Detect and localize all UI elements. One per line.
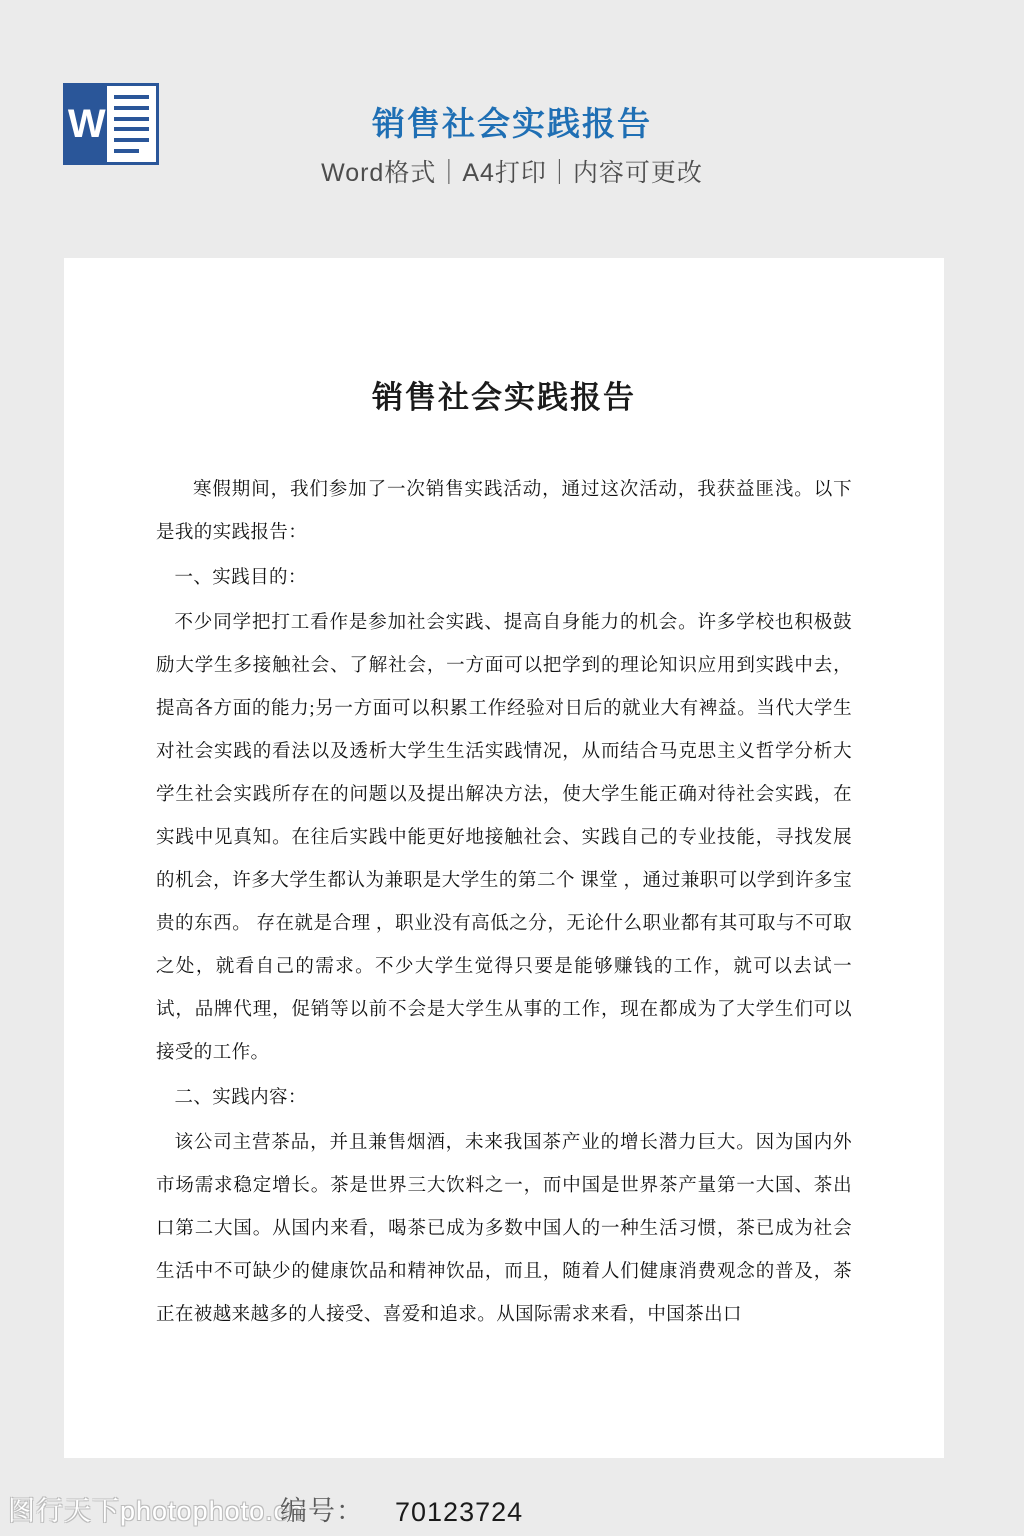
image-id-label: 编号： [280,1496,364,1526]
document-paragraph: 该公司主营茶品，并且兼售烟酒，未来我国茶产业的增长潜力巨大。因为国内外市场需求稳定增长。茶是世界三大饮料之一，而中国是世界茶产量第一大国、茶出口第二大国。从国内来看，喝茶已成为多数中国人的一种生活习惯，茶已成为社会生活中不可缺少的健康饮品和精神饮品，而且，随着人们健康消费观念的普及，茶正在被越来越多的人接受、喜爱和追求。从国际需求来看，中国茶出口 [156,1133,852,1325]
document-section-heading: 二、实践内容： [174,1088,307,1108]
document-page [64,258,944,1458]
watermark-text: 图行天下photophoto.cn [8,1496,305,1526]
footer-watermark-bar [0,1458,1024,1536]
document-paragraph: 不少同学把打工看作是参加社会实践、提高自身能力的机会。许多学校也积极鼓励大学生多接触社会、了解社会，一方面可以把学到的理论知识应用到实践中去，提高各方面的能力;另一方面可以积累工作经验对日后的就业大有裨益。当代大学生对社会实践的看法以及透析大学生生活实践情况，从而结合马克思主义哲学分析大学生社会实践所存在的问题以及提出解决方法，使大学生能正确对待社会实践，在实践中见真知。在往后实践中能更好地接触社会、实践自己的专业技能，寻找发展的机会，许多大学生都认为兼职是大学生的第二个 课堂 ，通过兼职可以学到许多宝贵的东西。 存在就是合理 ，职业没有高低之分，无论什么职业都有其可取与不可取之处，就看自己的需求。不少大学生觉得只要是能够赚钱的工作，就可以去试一试，品牌代理，促销等以前不会是大学生从事的工作，现在都成为了大学生们可以接受的工作。 [156,613,852,1063]
banner-subtitle: Word格式｜A4打印｜内容可更改 [321,159,703,187]
document-section-heading: 一、实践目的： [174,568,307,588]
banner-title: 销售社会实践报告 [372,105,652,142]
image-id-value: 70123724 [395,1497,524,1527]
word-logo-letter: W [66,86,107,162]
header-banner [0,0,1024,258]
document-title: 销售社会实践报告 [372,380,636,415]
document-paragraph: 寒假期间，我们参加了一次销售实践活动，通过这次活动，我获益匪浅。以下是我的实践报告： [156,480,852,543]
